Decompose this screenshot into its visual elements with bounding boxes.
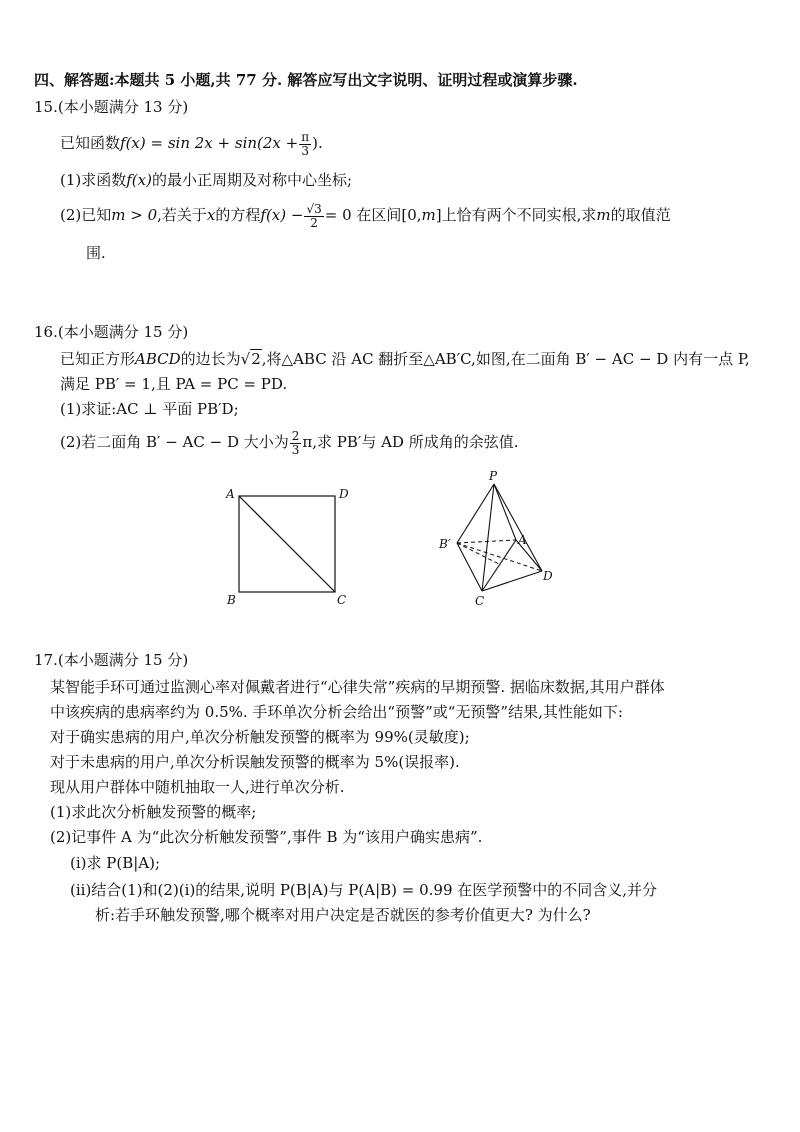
q17-part2-i: (i)求 P(B|A); xyxy=(70,854,161,872)
figure-pyramid xyxy=(435,468,570,613)
label-p: P xyxy=(489,469,498,483)
q17-line2: 中该疾病的患病率约为 0.5%. 手环单次分析会给出“预警”或“无预警”结果,其性能如下: xyxy=(50,703,623,721)
label-d: D xyxy=(339,487,349,501)
q17-part1: (1)求此次分析触发预警的概率; xyxy=(50,803,257,821)
label-a2: A xyxy=(518,533,527,547)
label-b-prime: B′ xyxy=(439,537,451,551)
label-c: C xyxy=(337,593,347,607)
q17-line4: 对于未患病的用户,单次分析误触发预警的概率为 5%(误报率). xyxy=(50,753,460,771)
q15-part1: (1)求函数f(x)的最小正周期及对称中心坐标; xyxy=(60,171,353,189)
q15-part2-cont: 围. xyxy=(86,244,106,262)
diagonal-ac xyxy=(239,496,335,592)
q17-title: 17.(本小题满分 15 分) xyxy=(34,651,189,669)
q16-line1: 已知正方形ABCD的边长为√2,将△ABC 沿 AC 翻折至△AB′C,如图,在二面角 B′ − AC − D 内有一点 P, xyxy=(60,350,750,368)
q17-part2-ii-b: 析:若手环触发预警,哪个概率对用户决定是否就医的参考价值更大? 为什么? xyxy=(95,906,591,924)
figure-square xyxy=(220,485,360,610)
label-c2: C xyxy=(475,594,485,608)
edge-pa xyxy=(494,484,516,540)
label-d2: D xyxy=(543,569,553,583)
q15-title: 15.(本小题满分 13 分) xyxy=(34,98,189,116)
edge-b-mid-dashed xyxy=(457,543,501,565)
edge-pd xyxy=(494,484,542,571)
edge-cd xyxy=(482,571,542,591)
q16-line2: 满足 PB′ = 1,且 PA = PC = PD. xyxy=(60,375,288,393)
q17-part2-ii-a: (ii)结合(1)和(2)(i)的结果,说明 P(B|A)与 P(A|B) = 0.99 在医学预警中的不同含义,并分 xyxy=(70,881,658,899)
label-b: B xyxy=(227,593,236,607)
q16-part1: (1)求证:AC ⊥ 平面 PB′D; xyxy=(60,400,239,418)
q15-intro: 已知函数f(x) = sin 2x + sin(2x + $\frac{\pi}{3}$ ). xyxy=(60,129,323,158)
label-a: A xyxy=(226,487,235,501)
section-header: 四、解答题:本题共 5 小题,共 77 分. 解答应写出文字说明、证明过程或演算步骤. xyxy=(34,71,578,89)
q16-title: 16.(本小题满分 15 分) xyxy=(34,323,189,341)
edge-ba-dashed xyxy=(457,540,516,543)
q16-part2: (2)若二面角 B′ − AC − D 大小为 $\frac{2}{3}$ π,求 PB′与 AD 所成角的余弦值. xyxy=(60,428,519,457)
q17-part2: (2)记事件 A 为“此次分析触发预警”,事件 B 为“该用户确实患病”. xyxy=(50,828,483,846)
q17-line1: 某智能手环可通过监测心率对佩戴者进行“心律失常”疾病的早期预警. 据临床数据,其用户群体 xyxy=(50,678,665,696)
q17-line5: 现从用户群体中随机抽取一人,进行单次分析. xyxy=(50,778,345,796)
q15-part2: (2)已知m > 0,若关于x的方程f(x) − $\frac{√3}{2}$ = 0 在区间[0,m]上恰有两个不同实根,求m的取值范 xyxy=(60,201,671,230)
q17-line3: 对于确实患病的用户,单次分析触发预警的概率为 99%(灵敏度); xyxy=(50,728,470,746)
